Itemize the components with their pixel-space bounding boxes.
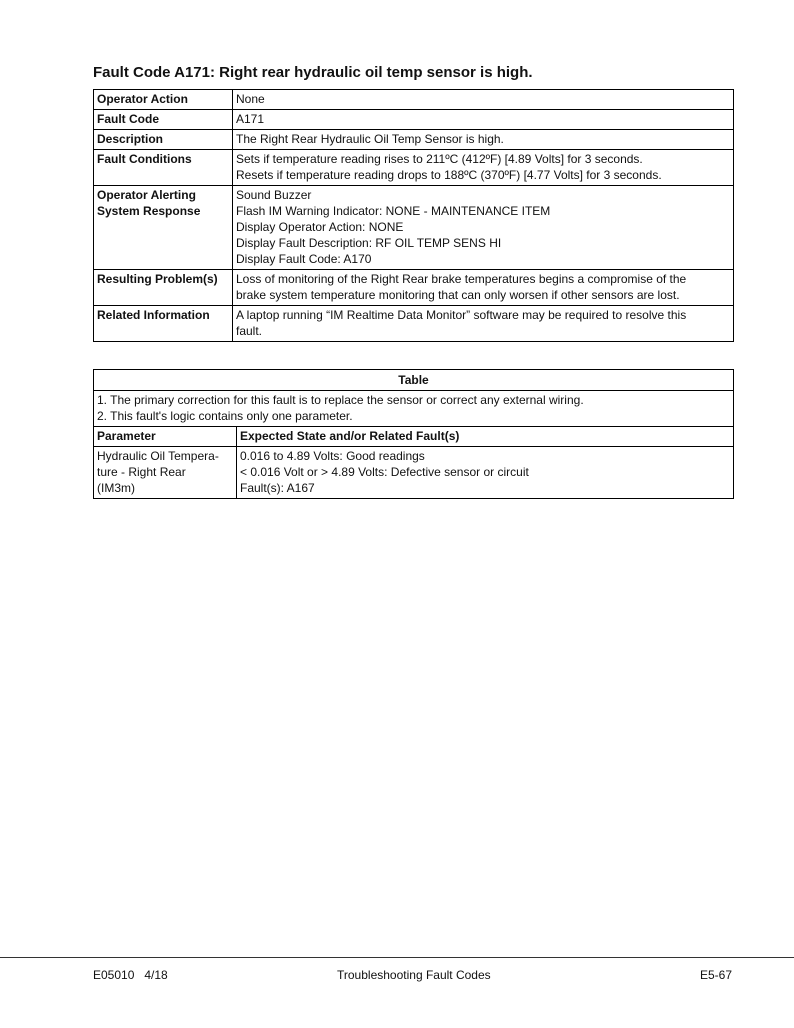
value-line: Display Operator Action: NONE <box>236 220 404 234</box>
row-value <box>233 270 734 306</box>
row-value <box>233 306 734 342</box>
table-row <box>94 270 734 306</box>
table-row <box>94 110 734 130</box>
page-title: Fault Code A171: Right rear hydraulic oil temp sensor is high. <box>93 64 533 81</box>
table-caption: Table <box>94 370 734 391</box>
footer-section-title: Troubleshooting Fault Codes <box>337 968 491 982</box>
expected-line: Fault(s): A167 <box>240 481 315 495</box>
table-row <box>94 186 734 270</box>
label-line: System Response <box>97 204 201 218</box>
row-label: Fault Code <box>94 110 233 130</box>
value-line: brake system temperature monitoring that can only worsen if other sensors are lost. <box>236 288 680 302</box>
value-line: None <box>236 92 265 106</box>
table-row <box>94 150 734 186</box>
expected-line: 0.016 to 4.89 Volts: Good readings <box>240 449 425 463</box>
row-label: Description <box>94 130 233 150</box>
footer-doc-id: E05010 4/18 <box>93 968 168 982</box>
column-header-expected: Expected State and/or Related Fault(s) <box>237 427 734 447</box>
parameter-line: (IM3m) <box>97 481 135 495</box>
row-value <box>233 130 734 150</box>
correction-notes <box>94 391 734 427</box>
value-line: Flash IM Warning Indicator: NONE - MAINTENANCE ITEM <box>236 204 551 218</box>
value-line: Display Fault Description: RF OIL TEMP SENS HI <box>236 236 502 250</box>
header-row <box>94 427 734 447</box>
note-line: 1. The primary correction for this fault is to replace the sensor or correct any external wiring. <box>97 393 584 407</box>
value-line: Loss of monitoring of the Right Rear brake temperatures begins a compromise of the <box>236 272 687 286</box>
value-line: Display Fault Code: A170 <box>236 252 372 266</box>
table-caption-row <box>94 370 734 391</box>
value-line: Sets if temperature reading rises to 211ºC (412ºF) [4.89 Volts] for 3 seconds. <box>236 152 643 166</box>
footer-divider <box>0 957 794 958</box>
parameter-line: ture - Right Rear <box>97 465 186 479</box>
table-row <box>94 90 734 110</box>
row-label: Fault Conditions <box>94 150 233 186</box>
table-row <box>94 447 734 499</box>
row-value <box>233 186 734 270</box>
expected-state-cell <box>237 447 734 499</box>
parameter-cell <box>94 447 237 499</box>
expected-line: < 0.016 Volt or > 4.89 Volts: Defective sensor or circuit <box>240 465 529 479</box>
value-line: A laptop running “IM Realtime Data Monitor” software may be required to resolve this <box>236 308 687 322</box>
footer-page-number: E5-67 <box>700 968 733 982</box>
column-header-parameter: Parameter <box>94 427 237 447</box>
parameter-line: Hydraulic Oil Tempera- <box>97 449 219 463</box>
row-value <box>233 110 734 130</box>
label-line: Operator Alerting <box>97 188 196 202</box>
note-line: 2. This fault's logic contains only one parameter. <box>97 409 353 423</box>
value-line: A171 <box>236 112 265 126</box>
value-line: The Right Rear Hydraulic Oil Temp Sensor is high. <box>236 132 504 146</box>
table-row <box>94 306 734 342</box>
value-line: Resets if temperature reading drops to 188ºC (370ºF) [4.77 Volts] for 3 seconds. <box>236 168 662 182</box>
value-line: Sound Buzzer <box>236 188 312 202</box>
row-label: Related Information <box>94 306 233 342</box>
value-line: fault. <box>236 324 263 338</box>
row-value <box>233 150 734 186</box>
row-label: Operator Action <box>94 90 233 110</box>
table-row <box>94 130 734 150</box>
fault-info-table <box>93 89 734 342</box>
notes-row <box>94 391 734 427</box>
correction-table <box>93 369 734 499</box>
row-label <box>94 186 233 270</box>
row-label: Resulting Problem(s) <box>94 270 233 306</box>
row-value <box>233 90 734 110</box>
